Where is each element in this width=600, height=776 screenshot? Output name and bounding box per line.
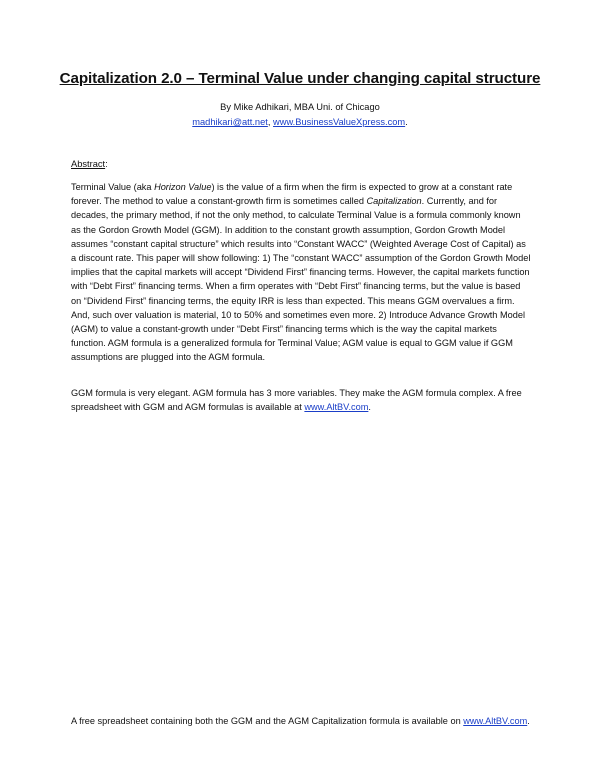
website-link[interactable]: www.BusinessValueXpress.com (273, 117, 406, 127)
abstract-heading (71, 157, 108, 171)
p2-text: GGM formula is very elegant. AGM formula has 3 more variables. They make the AGM formula complex. A free spreadsheet with GGM and AGM formulas is available at (71, 388, 522, 413)
footer-note (71, 714, 531, 728)
contact-separator: , (267, 117, 274, 127)
p1-text-e: . Currently, and for decades, the primary method, if not the only method, to calculate Terminal Value is a formula commonly known as the Gordon Growth Model (GGM). In addition to the constant growth assumption, Gordon Growth Model assumes “constant capital structure” which results into “Constant WACC” (Weighted Average Cost of Capital) as a discount rate. This paper will show following: 1) The “constant WACC” assumption of the Gordon Growth Model implies that the capital markets will accept “Dividend First” financing terms. However, the capital markets function with “Debt First” financing terms. When a firm operates with “Debt First” financing terms, but the value is based on “Dividend First” financing terms, the equity IRR is less than expected. This means GGM overvalues a firm. And, such over valuation is material, 10 to 50% and sometimes even more. 2) Introduce Advance Growth Model (AGM) to value a constant-growth under “Debt First” financing terms which is the way the capital markets function. AGM formula is a generalized formula for Terminal Value; AGM value is equal to GGM value if GGM assumptions are plugged into the AGM formula. (71, 196, 531, 363)
p1-italic-capitalization: Capitalization (366, 196, 422, 207)
contact-trailing: . (405, 117, 408, 127)
p1-text-c: ) is the value of a firm when the firm is expected to grow at a constant rate forever. The method to value a constant-growth firm is sometimes called (71, 182, 513, 207)
p2-trailing: . (368, 402, 371, 413)
abstract-colon: : (105, 159, 108, 169)
author-byline: By Mike Adhikari, MBA Uni. of Chicago (220, 102, 380, 112)
p1-italic-horizon-value: Horizon Value (154, 182, 212, 192)
footer-text: A free spreadsheet containing both the GGM and the AGM Capitalization formula is available on (71, 716, 464, 726)
abstract-label: Abstract (71, 159, 106, 169)
p1-text-a: Terminal Value (aka (71, 182, 155, 192)
page-title: Capitalization 2.0 – Terminal Value under changing capital structure (59, 70, 541, 87)
altbv-link[interactable]: www.AltBV.com (304, 402, 369, 413)
abstract-paragraph-2 (71, 386, 531, 414)
email-link[interactable]: madhikari@att.net (192, 117, 268, 127)
author-contact (0, 115, 600, 130)
abstract-paragraph-1 (71, 180, 531, 365)
footer-altbv-link[interactable]: www.AltBV.com (463, 716, 528, 726)
footer-trailing: . (527, 716, 530, 726)
